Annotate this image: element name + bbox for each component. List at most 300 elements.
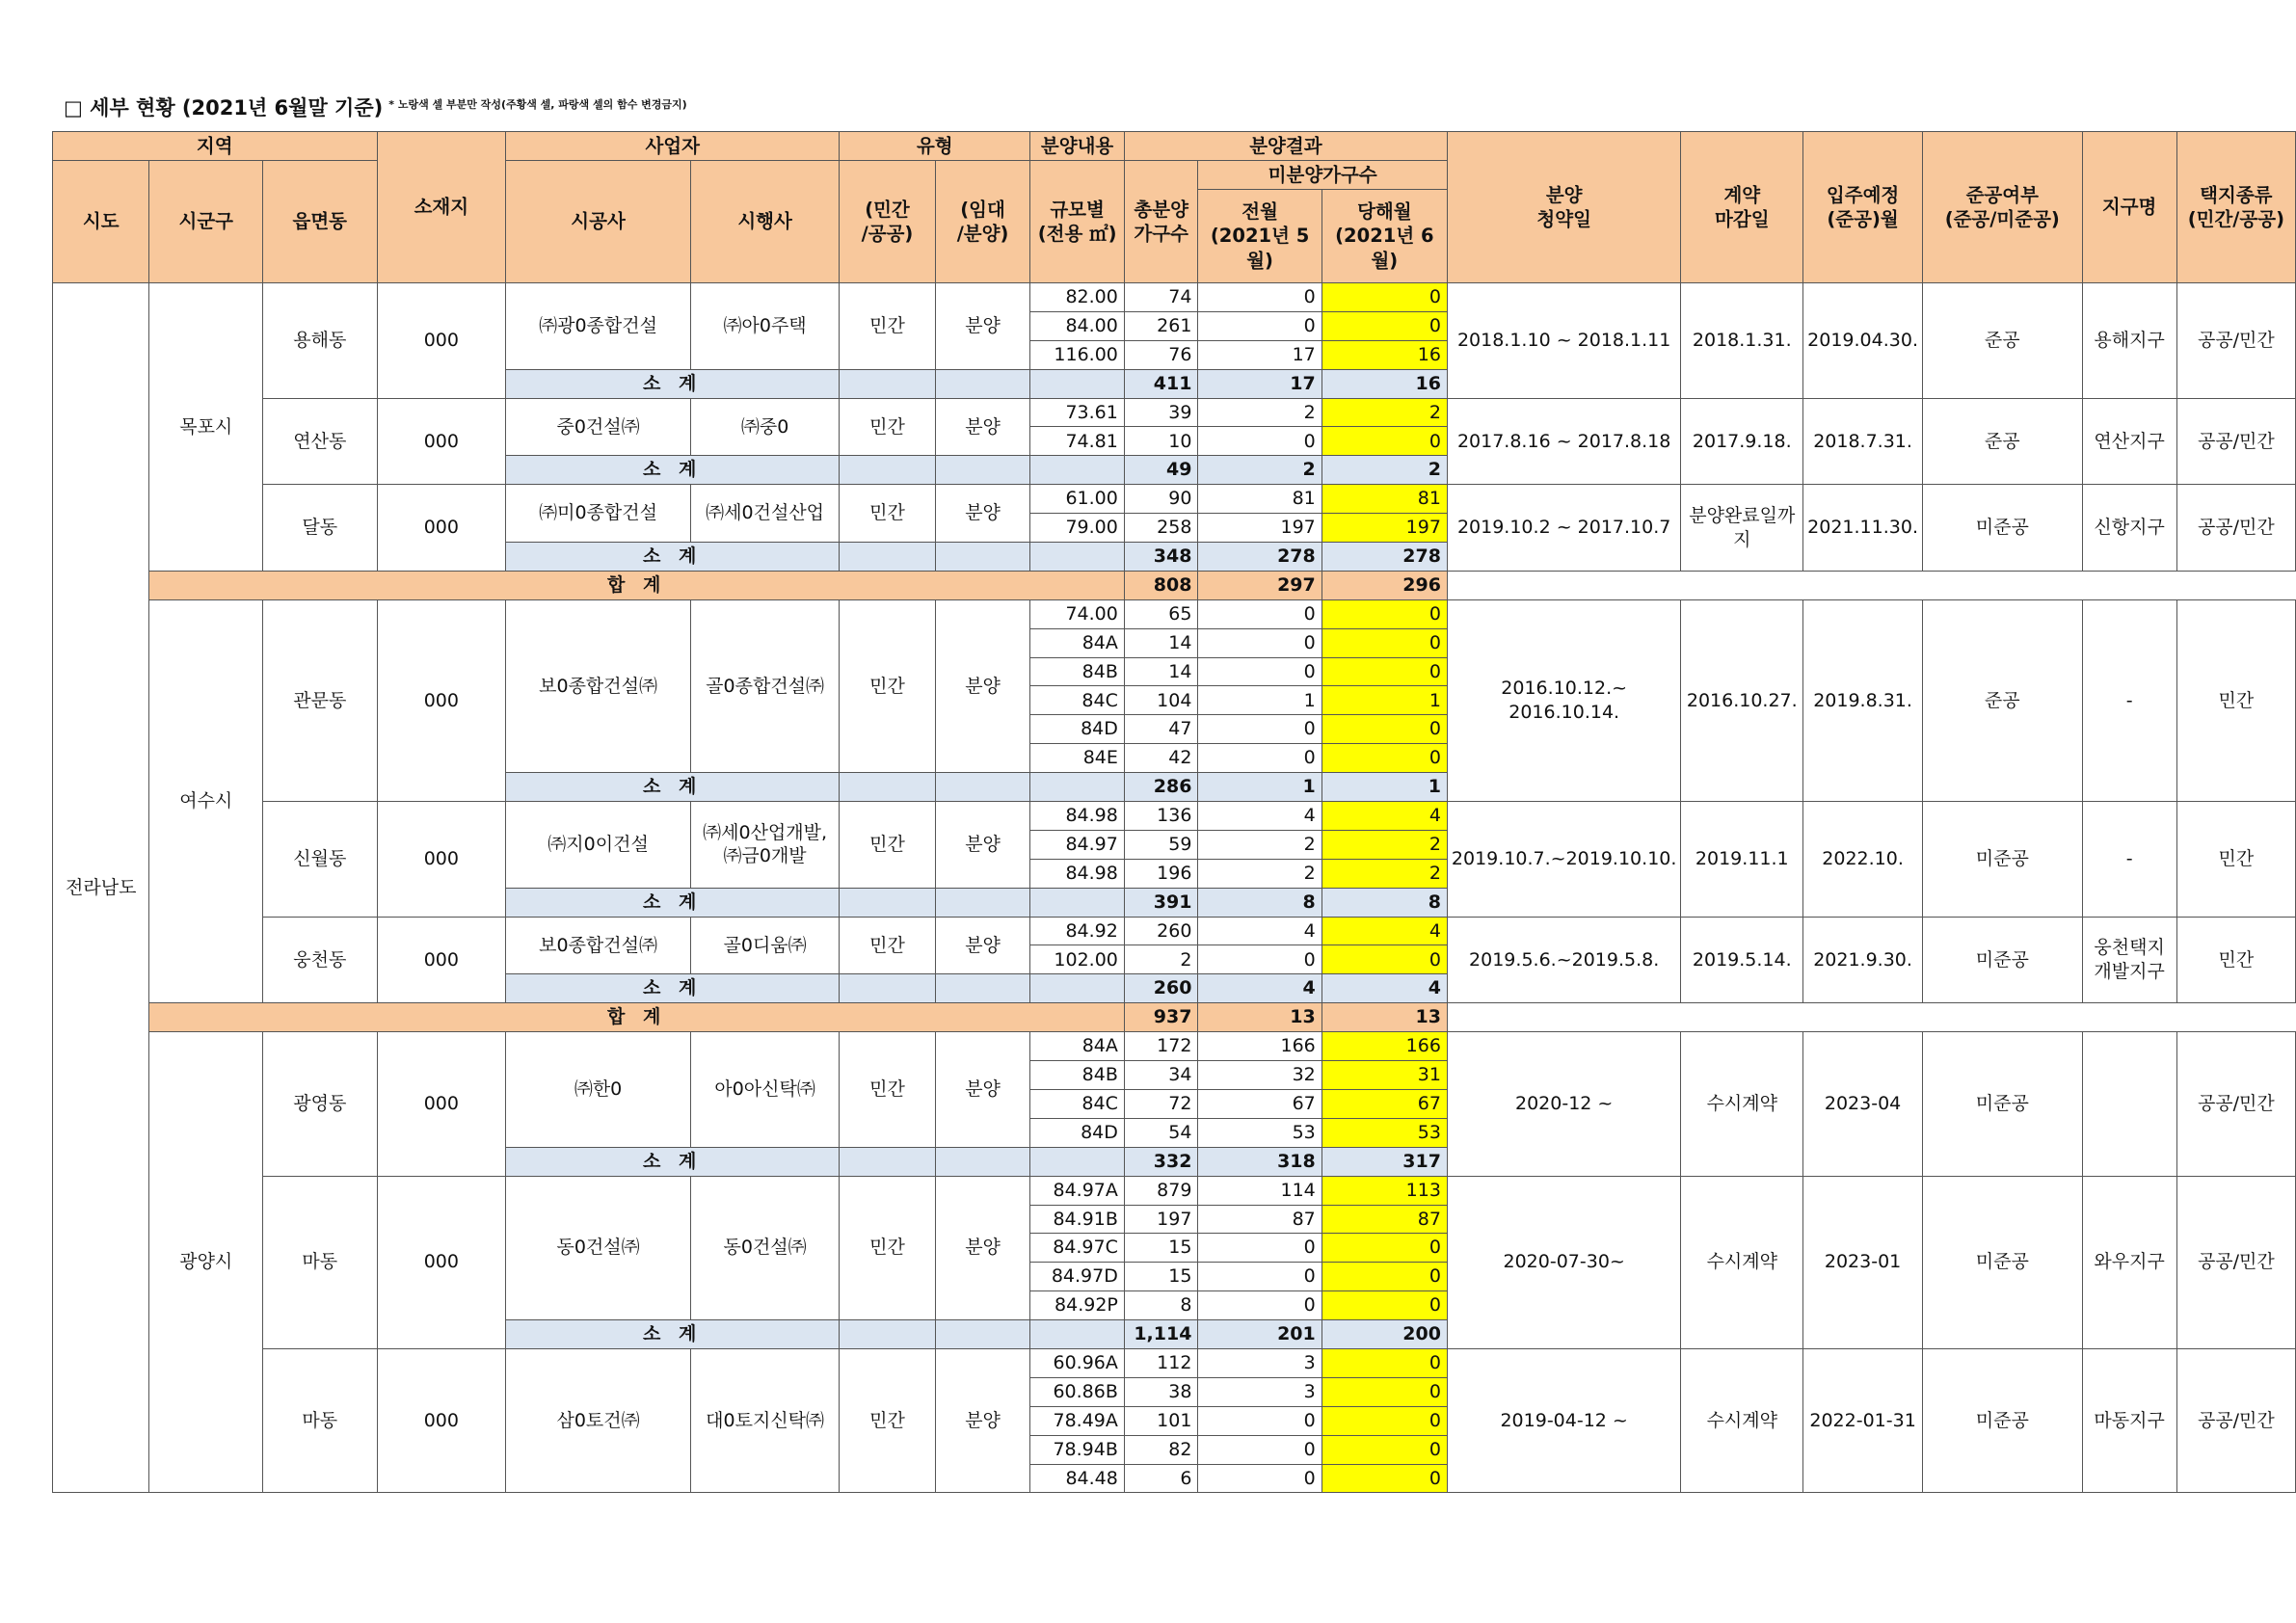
land-type-cell: 민간 <box>2176 599 2295 801</box>
prev-unsold-cell: 0 <box>1198 1464 1322 1493</box>
this-unsold-cell: 0 <box>1322 1377 1447 1406</box>
location-cell: 000 <box>377 398 506 485</box>
subtotal-blank <box>1030 543 1125 572</box>
subtotal-prev: 2 <box>1198 456 1322 485</box>
prev-unsold-cell: 32 <box>1198 1061 1322 1090</box>
this-unsold-cell: 1 <box>1322 686 1447 715</box>
district-cell <box>2082 1032 2176 1176</box>
this-unsold-cell: 0 <box>1322 744 1447 773</box>
subtotal-this: 1 <box>1322 773 1447 802</box>
subtotal-label: 소 계 <box>506 543 840 572</box>
this-unsold-cell: 0 <box>1322 283 1447 312</box>
prev-unsold-cell: 0 <box>1198 427 1322 456</box>
this-unsold-cell: 0 <box>1322 1348 1447 1377</box>
city-cell: 여수시 <box>149 599 263 1002</box>
eup-cell: 마동 <box>263 1348 377 1492</box>
subtotal-prev: 1 <box>1198 773 1322 802</box>
total-label: 합 계 <box>149 571 1124 599</box>
this-unsold-cell: 0 <box>1322 657 1447 686</box>
this-unsold-cell: 87 <box>1322 1205 1447 1234</box>
size-cell: 84E <box>1030 744 1125 773</box>
units-cell: 101 <box>1124 1406 1198 1435</box>
city-cell: 목포시 <box>149 283 263 572</box>
this-unsold-cell: 166 <box>1322 1032 1447 1061</box>
district-cell: 웅천택지 개발지구 <box>2082 917 2176 1003</box>
size-cell: 84.00 <box>1030 311 1125 340</box>
subtotal-blank <box>935 888 1030 917</box>
total-units: 937 <box>1124 1003 1198 1032</box>
this-unsold-cell: 4 <box>1322 802 1447 831</box>
size-cell: 60.86B <box>1030 1377 1125 1406</box>
completion-cell: 준공 <box>1922 599 2082 801</box>
units-cell: 6 <box>1124 1464 1198 1493</box>
subtotal-label: 소 계 <box>506 888 840 917</box>
table-row <box>53 1176 2296 1205</box>
header-private-public: (민간 /공공) <box>840 161 936 283</box>
land-type-cell: 공공/민간 <box>2176 283 2295 399</box>
table-row <box>53 599 2296 628</box>
subtotal-blank <box>840 456 936 485</box>
prev-unsold-cell: 0 <box>1198 311 1322 340</box>
table-row <box>53 283 2296 312</box>
size-cell: 84D <box>1030 1118 1125 1147</box>
rent-sale-cell: 분양 <box>935 917 1030 974</box>
city-cell: 광양시 <box>149 1032 263 1493</box>
units-cell: 172 <box>1124 1032 1198 1061</box>
private-public-cell: 민간 <box>840 917 936 974</box>
subtotal-blank <box>1030 1147 1125 1176</box>
total-this: 296 <box>1322 571 1447 599</box>
units-cell: 15 <box>1124 1234 1198 1263</box>
subtotal-blank <box>935 543 1030 572</box>
district-cell: 마동지구 <box>2082 1348 2176 1492</box>
units-cell: 34 <box>1124 1061 1198 1090</box>
move-in-cell: 2022-01-31 <box>1803 1348 1923 1492</box>
size-cell: 60.96A <box>1030 1348 1125 1377</box>
prev-unsold-cell: 53 <box>1198 1118 1322 1147</box>
subtotal-blank <box>935 456 1030 485</box>
this-unsold-cell: 0 <box>1322 715 1447 744</box>
eup-cell: 신월동 <box>263 802 377 918</box>
size-cell: 74.81 <box>1030 427 1125 456</box>
land-type-cell: 공공/민간 <box>2176 398 2295 485</box>
size-cell: 84.98 <box>1030 859 1125 888</box>
subtotal-blank <box>1030 888 1125 917</box>
units-cell: 197 <box>1124 1205 1198 1234</box>
table-row <box>53 1032 2296 1061</box>
units-cell: 196 <box>1124 859 1198 888</box>
eup-cell: 광영동 <box>263 1032 377 1176</box>
prev-unsold-cell: 4 <box>1198 802 1322 831</box>
subtotal-blank <box>935 369 1030 398</box>
subtotal-label: 소 계 <box>506 773 840 802</box>
subtotal-blank <box>935 773 1030 802</box>
completion-cell: 미준공 <box>1922 802 2082 918</box>
this-unsold-cell: 2 <box>1322 859 1447 888</box>
contract-deadline-cell: 2019.11.1 <box>1681 802 1803 918</box>
prev-unsold-cell: 0 <box>1198 1234 1322 1263</box>
private-public-cell: 민간 <box>840 1032 936 1148</box>
header-unsold: 미분양가구수 <box>1198 161 1448 190</box>
size-cell: 84A <box>1030 628 1125 657</box>
subtotal-blank <box>840 1147 936 1176</box>
subtotal-units: 332 <box>1124 1147 1198 1176</box>
table-row <box>53 802 2296 831</box>
subscription-date-cell: 2019.5.6.~2019.5.8. <box>1447 917 1680 1003</box>
units-cell: 74 <box>1124 283 1198 312</box>
prev-unsold-cell: 0 <box>1198 1263 1322 1291</box>
prev-unsold-cell: 0 <box>1198 283 1322 312</box>
rent-sale-cell: 분양 <box>935 398 1030 456</box>
this-unsold-cell: 4 <box>1322 917 1447 945</box>
completion-cell: 미준공 <box>1922 1176 2082 1348</box>
size-cell: 82.00 <box>1030 283 1125 312</box>
completion-cell: 미준공 <box>1922 1032 2082 1176</box>
private-public-cell: 민간 <box>840 802 936 889</box>
subtotal-this: 200 <box>1322 1320 1447 1349</box>
units-cell: 260 <box>1124 917 1198 945</box>
size-cell: 61.00 <box>1030 485 1125 514</box>
contract-deadline-cell: 2018.1.31. <box>1681 283 1803 399</box>
constructor-cell: 중0건설㈜ <box>506 398 691 456</box>
this-unsold-cell: 0 <box>1322 628 1447 657</box>
header-sale-content: 분양내용 <box>1030 132 1125 161</box>
location-cell: 000 <box>377 283 506 399</box>
subscription-date-cell: 2017.8.16 ~ 2017.8.18 <box>1447 398 1680 485</box>
subtotal-this: 4 <box>1322 974 1447 1003</box>
units-cell: 14 <box>1124 657 1198 686</box>
prev-unsold-cell: 17 <box>1198 340 1322 369</box>
land-type-cell: 민간 <box>2176 802 2295 918</box>
subtotal-units: 49 <box>1124 456 1198 485</box>
subtotal-blank <box>840 369 936 398</box>
subtotal-prev: 4 <box>1198 974 1322 1003</box>
move-in-cell: 2022.10. <box>1803 802 1923 918</box>
title-note: * 노랑색 셀 부분만 작성(주황색 셀, 파랑색 셀의 함수 변경금지) <box>388 98 687 111</box>
developer-cell: 동0건설㈜ <box>690 1176 839 1319</box>
eup-cell: 달동 <box>263 485 377 572</box>
move-in-cell: 2019.8.31. <box>1803 599 1923 801</box>
units-cell: 10 <box>1124 427 1198 456</box>
table-row <box>53 485 2296 514</box>
constructor-cell: 동0건설㈜ <box>506 1176 691 1319</box>
completion-cell: 준공 <box>1922 398 2082 485</box>
units-cell: 54 <box>1124 1118 1198 1147</box>
developer-cell: 골0디움㈜ <box>690 917 839 974</box>
units-cell: 104 <box>1124 686 1198 715</box>
header-region: 지역 <box>53 132 378 161</box>
prev-unsold-cell: 0 <box>1198 744 1322 773</box>
prev-unsold-cell: 2 <box>1198 398 1322 427</box>
completion-cell: 미준공 <box>1922 917 2082 1003</box>
move-in-cell: 2018.7.31. <box>1803 398 1923 485</box>
contract-deadline-cell: 수시계약 <box>1681 1348 1803 1492</box>
private-public-cell: 민간 <box>840 599 936 772</box>
total-prev: 13 <box>1198 1003 1322 1032</box>
prev-unsold-cell: 0 <box>1198 945 1322 974</box>
rent-sale-cell: 분양 <box>935 1032 1030 1148</box>
subtotal-prev: 8 <box>1198 888 1322 917</box>
location-cell: 000 <box>377 1032 506 1176</box>
this-unsold-cell: 197 <box>1322 514 1447 543</box>
subtotal-units: 391 <box>1124 888 1198 917</box>
status-table <box>52 131 2296 1493</box>
move-in-cell: 2023-04 <box>1803 1032 1923 1176</box>
header-land-type: 택지종류 (민간/공공) <box>2176 132 2295 283</box>
land-type-cell: 공공/민간 <box>2176 1348 2295 1492</box>
district-cell: 와우지구 <box>2082 1176 2176 1348</box>
units-cell: 47 <box>1124 715 1198 744</box>
subtotal-label: 소 계 <box>506 1320 840 1349</box>
size-cell: 84A <box>1030 1032 1125 1061</box>
header-contract-deadline: 계약 마감일 <box>1681 132 1803 283</box>
total-units: 808 <box>1124 571 1198 599</box>
units-cell: 90 <box>1124 485 1198 514</box>
subtotal-prev: 318 <box>1198 1147 1322 1176</box>
units-cell: 2 <box>1124 945 1198 974</box>
subscription-date-cell: 2019.10.7.~2019.10.10. <box>1447 802 1680 918</box>
subtotal-label: 소 계 <box>506 974 840 1003</box>
units-cell: 14 <box>1124 628 1198 657</box>
subtotal-blank <box>935 1320 1030 1349</box>
eup-cell: 연산동 <box>263 398 377 485</box>
header-business: 사업자 <box>506 132 840 161</box>
land-type-cell: 공공/민간 <box>2176 1176 2295 1348</box>
prev-unsold-cell: 2 <box>1198 830 1322 859</box>
units-cell: 879 <box>1124 1176 1198 1205</box>
district-cell: - <box>2082 599 2176 801</box>
units-cell: 72 <box>1124 1089 1198 1118</box>
subtotal-units: 348 <box>1124 543 1198 572</box>
prev-unsold-cell: 67 <box>1198 1089 1322 1118</box>
size-cell: 79.00 <box>1030 514 1125 543</box>
table-row <box>53 1003 2296 1032</box>
constructor-cell: 삼0토건㈜ <box>506 1348 691 1492</box>
subtotal-blank <box>1030 974 1125 1003</box>
completion-cell: 미준공 <box>1922 1348 2082 1492</box>
subtotal-blank <box>840 543 936 572</box>
size-cell: 84.92P <box>1030 1291 1125 1320</box>
constructor-cell: 보0종합건설㈜ <box>506 917 691 974</box>
subtotal-blank <box>840 974 936 1003</box>
units-cell: 8 <box>1124 1291 1198 1320</box>
table-row <box>53 571 2296 599</box>
table-row <box>53 917 2296 945</box>
this-unsold-cell: 0 <box>1322 1291 1447 1320</box>
size-cell: 84.97A <box>1030 1176 1125 1205</box>
subtotal-this: 8 <box>1322 888 1447 917</box>
prev-unsold-cell: 3 <box>1198 1377 1322 1406</box>
location-cell: 000 <box>377 485 506 572</box>
units-cell: 112 <box>1124 1348 1198 1377</box>
contract-deadline-cell: 2019.5.14. <box>1681 917 1803 1003</box>
this-unsold-cell: 53 <box>1322 1118 1447 1147</box>
size-cell: 84B <box>1030 1061 1125 1090</box>
subtotal-label: 소 계 <box>506 369 840 398</box>
private-public-cell: 민간 <box>840 485 936 543</box>
this-unsold-cell: 67 <box>1322 1089 1447 1118</box>
units-cell: 39 <box>1124 398 1198 427</box>
subtotal-blank <box>1030 456 1125 485</box>
prev-unsold-cell: 3 <box>1198 1348 1322 1377</box>
rent-sale-cell: 분양 <box>935 283 1030 370</box>
this-unsold-cell: 113 <box>1322 1176 1447 1205</box>
developer-cell: ㈜중0 <box>690 398 839 456</box>
units-cell: 136 <box>1124 802 1198 831</box>
size-cell: 84C <box>1030 1089 1125 1118</box>
size-cell: 84B <box>1030 657 1125 686</box>
constructor-cell: ㈜광0종합건설 <box>506 283 691 370</box>
table-row <box>53 1348 2296 1377</box>
size-cell: 84.97D <box>1030 1263 1125 1291</box>
eup-cell: 관문동 <box>263 599 377 801</box>
developer-cell: 대0토지신탁㈜ <box>690 1348 839 1492</box>
developer-cell: 아0아신탁㈜ <box>690 1032 839 1148</box>
land-type-cell: 민간 <box>2176 917 2295 1003</box>
this-unsold-cell: 0 <box>1322 945 1447 974</box>
land-type-cell: 공공/민간 <box>2176 485 2295 572</box>
this-unsold-cell: 16 <box>1322 340 1447 369</box>
district-cell: 용해지구 <box>2082 283 2176 399</box>
subtotal-blank <box>1030 369 1125 398</box>
prev-unsold-cell: 2 <box>1198 859 1322 888</box>
units-cell: 65 <box>1124 599 1198 628</box>
this-unsold-cell: 0 <box>1322 311 1447 340</box>
units-cell: 42 <box>1124 744 1198 773</box>
developer-cell: ㈜세0산업개발, ㈜금0개발 <box>690 802 839 889</box>
this-unsold-cell: 0 <box>1322 1263 1447 1291</box>
header-sigungu: 시군구 <box>149 161 263 283</box>
total-this: 13 <box>1322 1003 1447 1032</box>
move-in-cell: 2021.11.30. <box>1803 485 1923 572</box>
contract-deadline-cell: 2017.9.18. <box>1681 398 1803 485</box>
size-cell: 102.00 <box>1030 945 1125 974</box>
developer-cell: ㈜아0주택 <box>690 283 839 370</box>
subtotal-blank <box>935 974 1030 1003</box>
prev-unsold-cell: 0 <box>1198 1291 1322 1320</box>
private-public-cell: 민간 <box>840 1348 936 1492</box>
table-row <box>53 132 2296 161</box>
header-developer: 시행사 <box>690 161 839 283</box>
subtotal-units: 1,114 <box>1124 1320 1198 1349</box>
this-unsold-cell: 0 <box>1322 427 1447 456</box>
this-unsold-cell: 2 <box>1322 398 1447 427</box>
prev-unsold-cell: 0 <box>1198 599 1322 628</box>
rent-sale-cell: 분양 <box>935 599 1030 772</box>
district-cell: 연산지구 <box>2082 398 2176 485</box>
header-rent-sale: (임대 /분양) <box>935 161 1030 283</box>
prev-unsold-cell: 0 <box>1198 1406 1322 1435</box>
total-prev: 297 <box>1198 571 1322 599</box>
constructor-cell: ㈜한0 <box>506 1032 691 1148</box>
total-label: 합 계 <box>149 1003 1124 1032</box>
this-unsold-cell: 81 <box>1322 485 1447 514</box>
size-cell: 73.61 <box>1030 398 1125 427</box>
size-cell: 84D <box>1030 715 1125 744</box>
sido-cell: 전라남도 <box>53 283 149 1493</box>
subtotal-blank <box>1030 773 1125 802</box>
this-unsold-cell: 0 <box>1322 1406 1447 1435</box>
subtotal-label: 소 계 <box>506 1147 840 1176</box>
rent-sale-cell: 분양 <box>935 485 1030 543</box>
developer-cell: 골0종합건설㈜ <box>690 599 839 772</box>
subtotal-blank <box>1030 1320 1125 1349</box>
subtotal-prev: 278 <box>1198 543 1322 572</box>
prev-unsold-cell: 0 <box>1198 628 1322 657</box>
prev-unsold-cell: 87 <box>1198 1205 1322 1234</box>
this-unsold-cell: 2 <box>1322 830 1447 859</box>
header-completion: 준공여부 (준공/미준공) <box>1922 132 2082 283</box>
prev-unsold-cell: 0 <box>1198 1435 1322 1464</box>
subtotal-units: 260 <box>1124 974 1198 1003</box>
subscription-date-cell: 2016.10.12.~ 2016.10.14. <box>1447 599 1680 801</box>
subtotal-label: 소 계 <box>506 456 840 485</box>
contract-deadline-cell: 수시계약 <box>1681 1032 1803 1176</box>
prev-unsold-cell: 4 <box>1198 917 1322 945</box>
this-unsold-cell: 0 <box>1322 1435 1447 1464</box>
header-subscription-date: 분양 청약일 <box>1447 132 1680 283</box>
eup-cell: 웅천동 <box>263 917 377 1003</box>
units-cell: 38 <box>1124 1377 1198 1406</box>
header-size: 규모별 (전용 ㎡) <box>1030 161 1125 283</box>
this-unsold-cell: 31 <box>1322 1061 1447 1090</box>
prev-unsold-cell: 0 <box>1198 657 1322 686</box>
subtotal-this: 16 <box>1322 369 1447 398</box>
eup-cell: 용해동 <box>263 283 377 399</box>
subtotal-units: 411 <box>1124 369 1198 398</box>
size-cell: 84.97C <box>1030 1234 1125 1263</box>
subtotal-prev: 17 <box>1198 369 1322 398</box>
size-cell: 74.00 <box>1030 599 1125 628</box>
size-cell: 116.00 <box>1030 340 1125 369</box>
subtotal-prev: 201 <box>1198 1320 1322 1349</box>
subtotal-blank <box>840 888 936 917</box>
units-cell: 258 <box>1124 514 1198 543</box>
header-sale-result: 분양결과 <box>1124 132 1447 161</box>
subtotal-this: 278 <box>1322 543 1447 572</box>
size-cell: 84.91B <box>1030 1205 1125 1234</box>
size-cell: 78.94B <box>1030 1435 1125 1464</box>
subtotal-blank <box>840 773 936 802</box>
district-cell: - <box>2082 802 2176 918</box>
location-cell: 000 <box>377 599 506 801</box>
this-unsold-cell: 0 <box>1322 1234 1447 1263</box>
size-cell: 84C <box>1030 686 1125 715</box>
header-prev-month: 전월 (2021년 5월) <box>1198 190 1322 283</box>
eup-cell: 마동 <box>263 1176 377 1348</box>
subscription-date-cell: 2019-04-12 ~ <box>1447 1348 1680 1492</box>
subscription-date-cell: 2018.1.10 ~ 2018.1.11 <box>1447 283 1680 399</box>
location-cell: 000 <box>377 802 506 918</box>
move-in-cell: 2021.9.30. <box>1803 917 1923 1003</box>
completion-cell: 준공 <box>1922 283 2082 399</box>
subscription-date-cell: 2019.10.2 ~ 2017.10.7 <box>1447 485 1680 572</box>
units-cell: 82 <box>1124 1435 1198 1464</box>
size-cell: 84.92 <box>1030 917 1125 945</box>
subtotal-blank <box>935 1147 1030 1176</box>
contract-deadline-cell: 2016.10.27. <box>1681 599 1803 801</box>
rent-sale-cell: 분양 <box>935 802 1030 889</box>
header-total-units: 총분양 가구수 <box>1124 161 1198 283</box>
developer-cell: ㈜세0건설산업 <box>690 485 839 543</box>
move-in-cell: 2019.04.30. <box>1803 283 1923 399</box>
location-cell: 000 <box>377 1176 506 1348</box>
rent-sale-cell: 분양 <box>935 1176 1030 1319</box>
location-cell: 000 <box>377 1348 506 1492</box>
subtotal-this: 2 <box>1322 456 1447 485</box>
page-title <box>64 93 687 121</box>
private-public-cell: 민간 <box>840 398 936 456</box>
